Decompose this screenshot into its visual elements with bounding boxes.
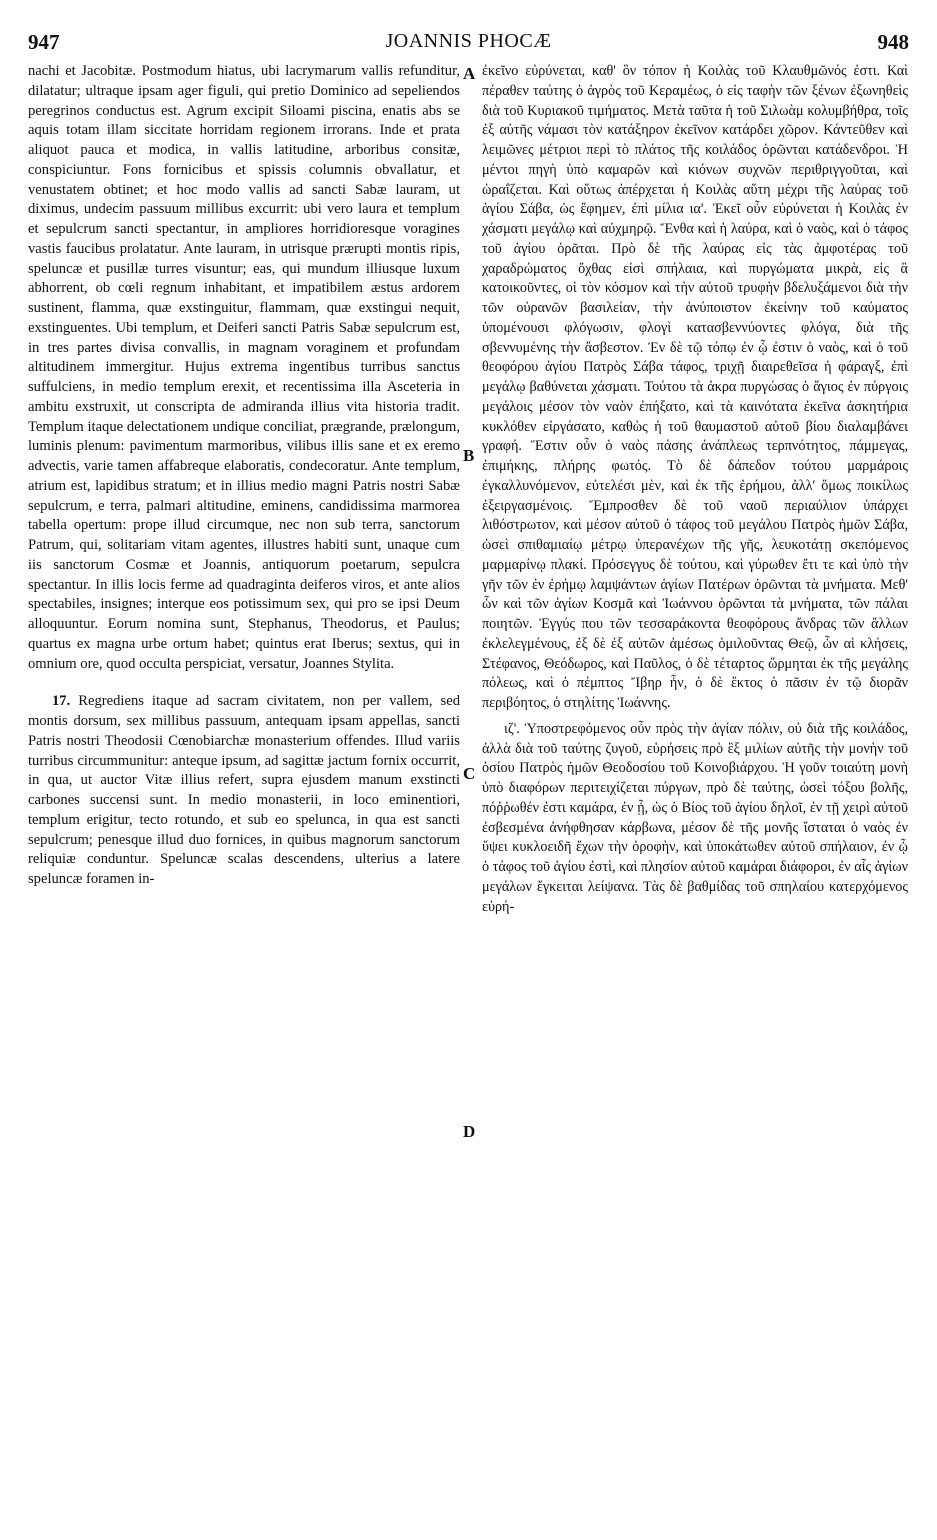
margin-letter-b: B [463, 446, 475, 465]
page-header [28, 30, 909, 58]
page-number-left: 947 [28, 30, 60, 54]
latin-column [28, 62, 460, 890]
latin-paragraph-16: nachi et Jacobitæ. Postmodum hiatus, ubi lacrymarum vallis refunditur, dilatatur; ultraque ipsam ager figuli, qui pretio Dominico ad sepeliendos peregrinos conductus est. Agrum excipit Siloami piscina, enatis abs se aquis totam illam siccitate horridam regionem irrorans. Inde et prata aliquot pauca et modica, in vallis latitudine, arboribus consitæ, conspiciuntur. Fons fornicibus et spissis columnis obvallatur, et venustatem obtinet; et hoc modo vallis ad sancti Sabæ lauram, ut diximus, undecim passuum millibus excurrit: ubi vero laura et templum et sepulcrum sancti spectantur, in ampliores horridioresque voragines vastis faucibus prolatatur. Ante lauram, in utrisque prærupti montis ripis, speluncæ et pusillæ turres visuntur; eas, qui mundum illiusque luxum abhorrent, ob cœli regnum inhabitant, et impatibilem æstus ardorem sustinent, flamma, quæ exstinguitur, flammam, quæ exstingui nequit, exstinguentes. Ubi templum, et Deiferi sancti Patris Sabæ sepulcrum est, in tres partes divisa convallis, in magnam voraginem et profundam altitudinem immergitur. Hujus extrema ingentibus turribus sanctus suffulciens, in medio templum erexit, et recentissima illa Asceteria in ambitu exstruxit, ut conscripta de admiranda illius vita historia tradit. Templum itaque delectationem undique conciliat, prægrande, prælongum, luminis plenum: pavimentum marmoribus, vilibus illis sane et ex eremo advectis, varie tamen affabreque elaboratis, condecoratur. Ante templum, atrium est, lapidibus stratum; et in illius medio magni Patris nostri Sabæ sepulcrum, e terra, palmari altitudine, eminens, candidissima marmorea tabella opertum: prope illud circumque, nec non sub terra, sanctorum Patrum, qui, solitariam vitam agentes, illustres habiti sunt, unaque cum iis sanctorum Cosmæ et Joannis, antiquorum poetarum, sepulcra spectantur. In illis locis ferme ad quadraginta deiferos viros, et ante alios spectabiles, insignes; interque eos potissimum sex, qui pro se ipsi Deum alloquuntur. Eorum nomina sunt, Stephanus, Theodorus, et Paulus; quartus ex magna urbe ortum habet; quintus erat Iberus; sextus, qui in omnium ore, quod occulta perspiciat, versatur, Joannes Stylita. [28, 63, 460, 672]
margin-letter-a: A [463, 64, 476, 83]
greek-paragraph-17: ιζ'. Ὑποστρεφόμενος οὖν πρὸς τὴν ἁγίαν πόλιν, οὐ διὰ τῆς κοιλάδος, ἀλλὰ διὰ τοῦ ταύτης ζυγοῦ, εὑρήσεις πρὸ ἓξ μιλίων αὐτῆς τὴν μονὴν τοῦ ὁσίου Πατρὸς ἡμῶν Θεοδοσίου τοῦ Κοινοβιάρχου. Ἡ γοῦν τοιαύτη μονὴ ὑπὸ διαφόρων περιτειχίζεται πύργων, πρὸ δὲ ταύτης, ὡσεὶ τόξου βολῆς, πόῤῥωθέν ἐστι καμάρα, ἐν ᾗ, ὡς ὁ Βίος τοῦ ἁγίου δηλοῖ, ἐν τῇ χειρὶ αὐτοῦ ἐσβεσμένα ἀνήφθησαν κάρβωνα, μέσον δὲ τῆς μονῆς ἵσταται ὁ ναὸς ἐν ὕψει κυκλοειδῆ ἔχων τὴν ὀροφὴν, καὶ ὑποκάτωθεν αὐτοῦ σπήλαιον, ἐν ᾧ ὁ τάφος τοῦ ἁγίου ἐστὶ, καὶ πλησίον αὐτοῦ καμάραι διάφοροι, ἐν αἷς ἁγίων μεγάλων ἔγκειται λείψανα. Τὰς δὲ βαθμίδας τοῦ σπηλαίου κατερχόμενος εὑρή- [482, 720, 908, 915]
latin-paragraph-17 [28, 692, 460, 890]
latin-paragraph-17-text: Regrediens itaque ad sacram civitatem, non per vallem, sed montis dorsum, sex millibus passuum, antequam ipsam appellas, sancti Patris nostri Theodosii Cœnobiarchæ monasterium offendes. Illud variis turribus circummunitur: anteque ipsum, ad sagittæ jactum fornix occurrit, in qua, ut auctor Vitæ illius refert, supra ejusdem manum exstincti carbones succensi sunt. In medio monasterii, in loco eminentiori, templum erigitur, tecto rotundo, et sub eo spelunca, in qua est sancti sepulcrum; penesque illud duo fornices, in quibus magnorum sanctorum reliquiæ conduntur. Speluncæ scalas descendens, ulterius a latere speluncæ foramen in- [28, 693, 460, 887]
running-title: JOANNIS PHOCÆ [385, 30, 552, 52]
margin-letter-d: D [463, 1122, 476, 1141]
greek-column [482, 62, 908, 917]
page-number-right: 948 [877, 30, 909, 54]
greek-paragraph-16: ἐκεῖνο εὐρύνεται, καθ' ὃν τόπον ἡ Κοιλὰς τοῦ Κλαυθμῶνός ἐστι. Καὶ πέραθεν ταύτης ὁ ἀγρὸς τοῦ Κεραμέως, ὁ εἰς ταφὴν τῶν ξένων ἐξωνηθεὶς διὰ τοῦ Κυριακοῦ τιμήματος. Μετὰ ταῦτα ἡ τοῦ Σιλωὰμ κολυμβήθρα, τοῖς ἐξ αὐτῆς νάμασι τὸν κατάξηρον ἐκεῖνον κατάρδει χῶρον. Κάντεῦθεν καὶ λειμῶνες μέτριοι περὶ τὸ πλάτος τῆς κοιλάδος ὁρῶνται κατάδενδροι. Ἡ μέντοι πηγὴ ὑπὸ καμαρῶν καὶ κιόνων συχνῶν περιθριγγοῦται, καὶ ὡραΐζεται. Καὶ οὕτως ἀπέρχεται ἡ Κοιλὰς αὕτη μέχρι τῆς λαύρας τοῦ ἁγίου Σάβα, ὡς ἔφημεν, ἐπὶ μίλια ια'. Ἐκεῖ οὖν εὐρύνεται ἡ Κοιλὰς ἐν χάσματι μεγάλῳ καὶ αὐχμηρῷ. Ἔνθα καὶ ἡ λαύρα, καὶ ὁ ναὸς, καὶ ὁ τάφος τοῦ ἁγίου ὁρᾶται. Πρὸ δὲ τῆς λαύρας εἰς τὰς ἀμφοτέρας τοῦ χαραδρώματος ὄχθας εἰσὶ σπήλαια, καὶ πυργώματα μικρὰ, εἰς ἃ κατοικοῦντες, οἱ τὸν κόσμον καὶ τὴν αὐτοῦ τρυφὴν βδελυξάμενοι διὰ τὴν τῶν οὐρανῶν βασιλείαν, τὴν ἀνύποιστον ἐκείνην τοῦ καύματος ὑπομένουσι φλόγωσιν, φλογὶ κατασβεννύοντες φλόγα, διὰ τῆς σβεννυμένης τὴν ἄσβεστον. Ἐν δὲ τῷ τόπῳ ἐν ᾧ ἐστιν ὁ ναὸς, καὶ ὁ τοῦ θεοφόρου ἁγίου Πατρὸς Σάβα τάφος, τριχῇ διαιρεθεῖσα ἡ φάραγξ, ἐπὶ μεγάλῳ βαθύνεται χάσματι. Τούτου τὰ ἀκρα πυργώσας ὁ ἅγιος ἐν πύργοις μεγάλοις μέσον τὸν ναὸν ἐπήξατο, καὶ τὰ καινότατα ἐκεῖνα ἀσκητήρια κυκλόθεν εἰργάσατο, καθὼς ἡ τοῦ θαυμαστοῦ αὐτοῦ βίου διαλαμβάνει γραφή. Ἔστιν οὖν ὁ ναὸς πάσης ἀνάπλεως τερπνότητος, πάμμεγας, ἐπιμήκης, πλήρης φωτός. Τὸ δὲ δάπεδον τούτου μαρμάροις ἐγκαλλυνόμενον, εὐτελέσι μὲν, καὶ ἐκ τῆς ἐρήμου, ἀλλ' ὅμως ποικίλως ἐξειργασμένοις. Ἔμπροσθεν δὲ τοῦ ναοῦ περιαύλιον ὑπάρχει λιθόστρωτον, καὶ μέσον αὐτοῦ ὁ τάφος τοῦ μεγάλου Πατρὸς ἡμῶν Σάβα, ὡσεὶ σπιθαμιαίῳ μέτρῳ ὑπερανέχων τῆς γῆς, λευκοτάτῃ σκεπόμενος μαρμαρίνῳ πλακί. Πρόσεγγυς δὲ τούτου, καὶ γύρωθεν ἔτι τε καὶ ὑπὸ τὴν γῆν τῶν ἐν ἐρήμῳ λαμψάντων ἁγίων Πατέρων ὁρῶνται τὰ μνήματα. Μεθ' ὧν καὶ τῶν ἁγίων Κοσμᾶ καὶ Ἰωάννου ὁρῶνται τὰ μνήματα, τῶν πάλαι ποιητῶν. Ἐγγύς που τῶν τεσσαράκοντα θεοφόρους ἄνδρας τῶν ἄλλων ἐκλελεγμένους, ἐξ δὲ ἐξ αὐτῶν ἀμέσως ὁμιλοῦντας Θεῷ, ὧν αἱ κλήσεις, Στέφανος, Θεόδωρος, καὶ Παῦλος, ὁ δὲ τέταρτος ὥρμηται ἐκ τῆς μεγάλης πόλεως, καὶ ὁ πέμπτος Ἴβηρ ἦν, ὁ δὲ ἕκτος ὁ πᾶσιν ἐν τῷ διορᾶν περιβόητος, ὁ στηλίτης Ἰωάννης. [482, 63, 908, 711]
margin-letter-c: C [463, 764, 476, 783]
latin-section-number: 17. [52, 693, 71, 710]
